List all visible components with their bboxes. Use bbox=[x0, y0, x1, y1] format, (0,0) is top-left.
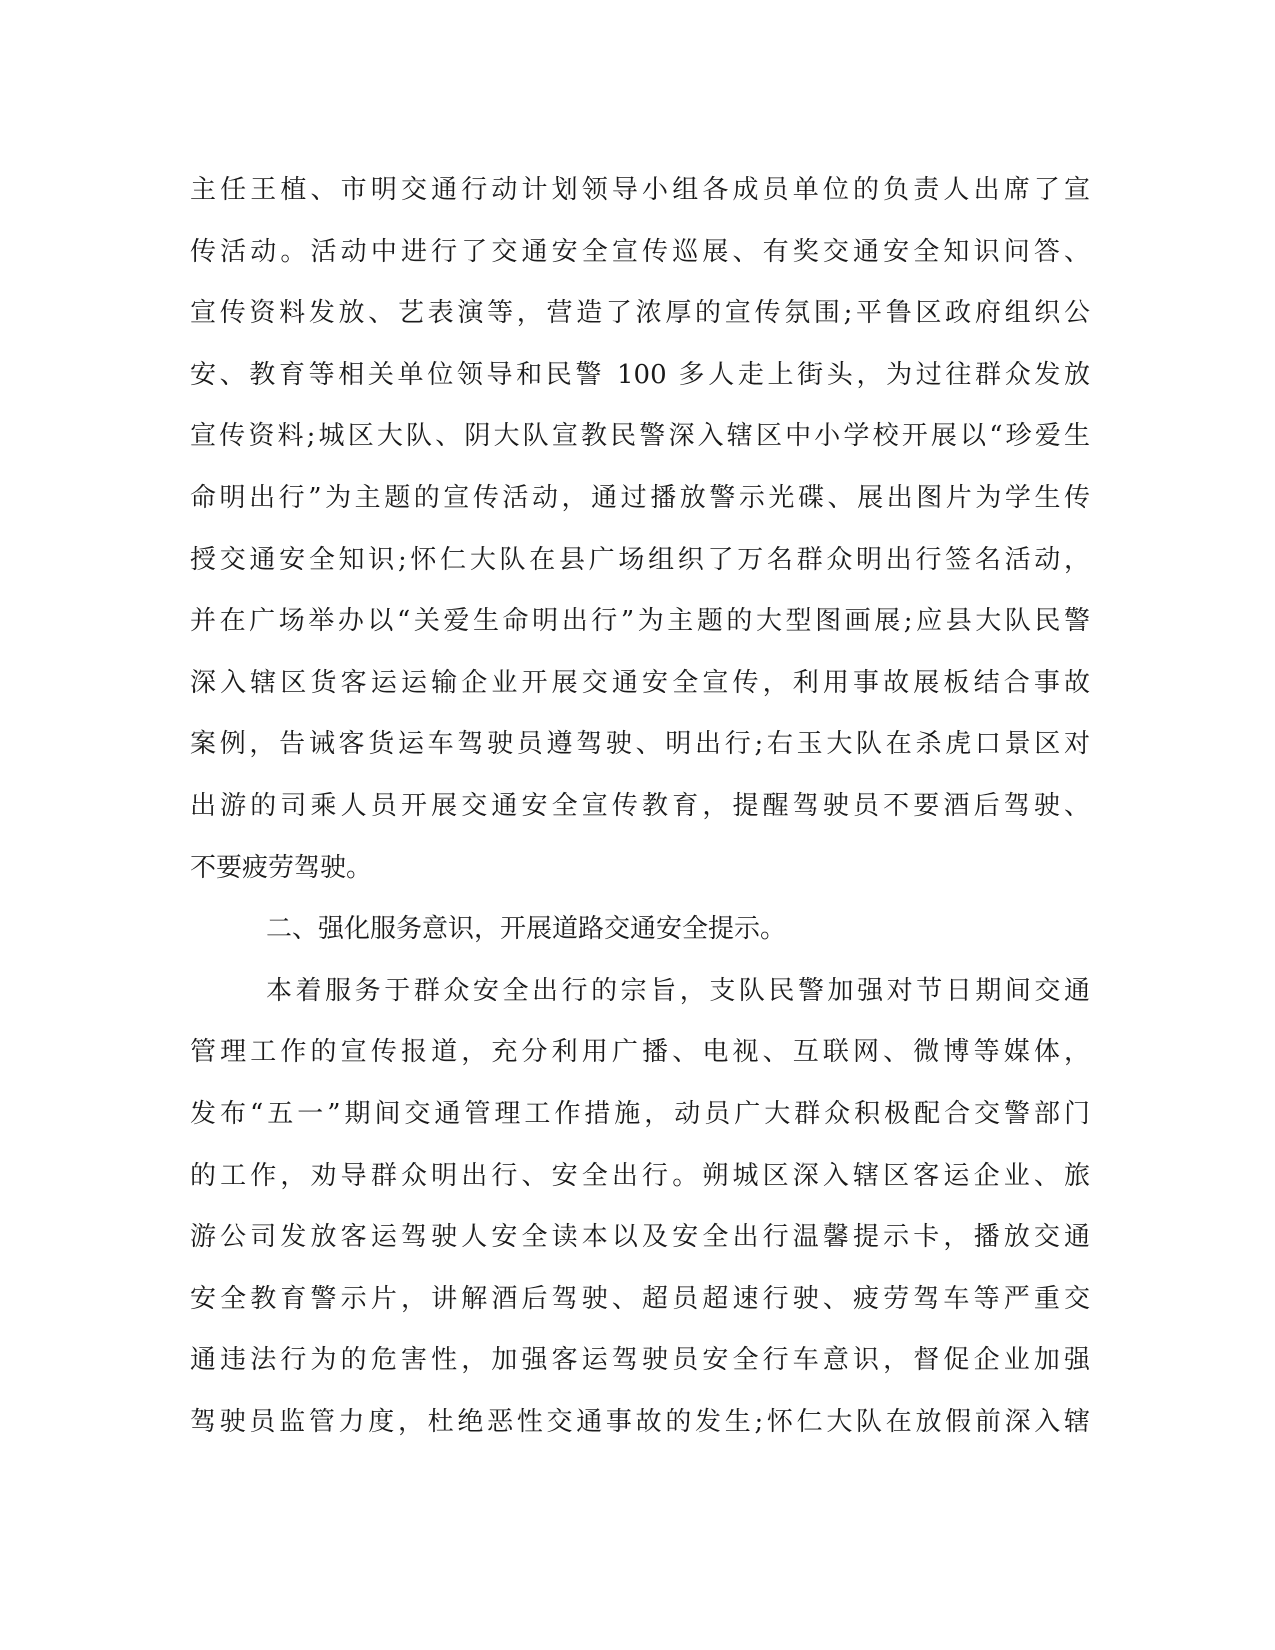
text-line-paragraph-start: 本着服务于群众安全出行的宗旨，支队民警加强对节日期间交通 bbox=[266, 975, 1090, 1006]
text-line: 的工作，劝导群众明出行、安全出行。朔城区深入辖区客运企业、旅 bbox=[190, 1160, 1090, 1191]
text-line: 安全教育警示片，讲解酒后驾驶、超员超速行驶、疲劳驾车等严重交 bbox=[190, 1283, 1090, 1314]
text-line-paragraph-end: 不要疲劳驾驶。 bbox=[190, 852, 373, 883]
text-line: 发布“五一”期间交通管理工作措施，动员广大群众积极配合交警部门 bbox=[190, 1098, 1090, 1129]
text-line: 管理工作的宣传报道，充分利用广播、电视、互联网、微博等媒体， bbox=[190, 1037, 1090, 1068]
text-line: 主任王植、市明交通行动计划领导小组各成员单位的负责人出席了宣 bbox=[190, 175, 1090, 205]
text-line: 传活动。活动中进行了交通安全宣传巡展、有奖交通安全知识问答、 bbox=[190, 236, 1090, 267]
section-heading: 二、强化服务意识，开展道路交通安全提示。 bbox=[266, 914, 787, 945]
text-line: 深入辖区货客运运输企业开展交通安全宣传，利用事故展板结合事故 bbox=[190, 667, 1090, 698]
text-line: 宣传资料发放、艺表演等，营造了浓厚的宣传氛围;平鲁区政府组织公 bbox=[190, 298, 1090, 329]
text-line: 宣传资料;城区大队、阴大队宣教民警深入辖区中小学校开展以“珍爱生 bbox=[190, 421, 1090, 452]
text-line: 游公司发放客运驾驶人安全读本以及安全出行温馨提示卡，播放交通 bbox=[190, 1222, 1090, 1253]
text-line: 驾驶员监管力度，杜绝恶性交通事故的发生;怀仁大队在放假前深入辖 bbox=[190, 1406, 1090, 1437]
body-text bbox=[190, 160, 1090, 1453]
text-line: 并在广场举办以“关爱生命明出行”为主题的大型图画展;应县大队民警 bbox=[190, 606, 1090, 637]
text-line: 通违法行为的危害性，加强客运驾驶员安全行车意识，督促企业加强 bbox=[190, 1345, 1090, 1376]
text-line: 案例，告诫客货运车驾驶员遵驾驶、明出行;右玉大队在杀虎口景区对 bbox=[190, 729, 1090, 760]
text-line: 授交通安全知识;怀仁大队在县广场组织了万名群众明出行签名活动， bbox=[190, 544, 1090, 575]
text-line: 命明出行”为主题的宣传活动，通过播放警示光碟、展出图片为学生传 bbox=[190, 482, 1090, 513]
text-line: 出游的司乘人员开展交通安全宣传教育，提醒驾驶员不要酒后驾驶、 bbox=[190, 790, 1090, 821]
text-line: 安、教育等相关单位领导和民警 100 多人走上街头，为过往群众发放 bbox=[190, 359, 1090, 390]
